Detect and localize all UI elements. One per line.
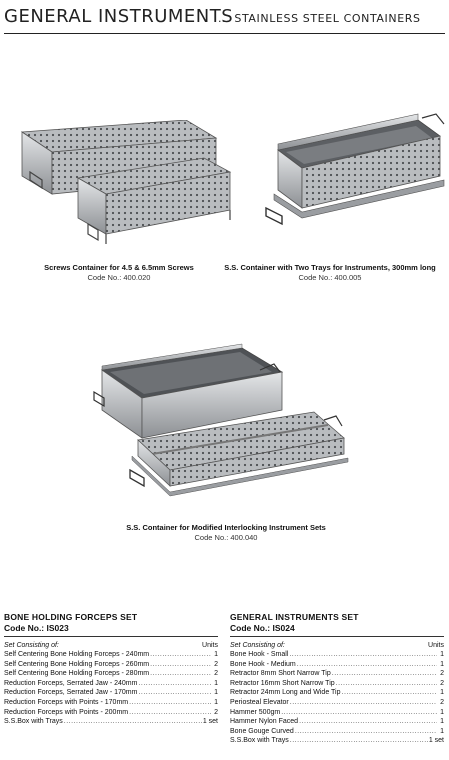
item-qty: 1	[440, 727, 444, 735]
leader-dots	[281, 708, 437, 718]
list-item	[4, 717, 218, 727]
divider	[4, 636, 218, 637]
page-header	[4, 4, 445, 34]
item-qty: 1	[440, 651, 444, 658]
list-item	[230, 698, 444, 708]
set-item-list	[4, 650, 218, 727]
units-label: Units	[202, 642, 218, 649]
leader-dots	[129, 698, 211, 708]
list-item	[4, 708, 218, 718]
leader-dots	[138, 688, 211, 698]
item-name: Self Centering Bone Holding Forceps - 280mm	[4, 670, 150, 678]
item-name: S.S.Box with Trays	[230, 737, 289, 745]
item-qty: 2	[214, 660, 218, 668]
item-name: Reduction Forceps with Points - 170mm	[4, 698, 129, 706]
item-name: Self Centering Bone Holding Forceps - 240mm	[4, 651, 150, 658]
leader-dots	[332, 669, 437, 679]
set-list-header	[230, 642, 444, 649]
page-subtitle: ... STAINLESS STEEL CONTAINERS	[218, 12, 421, 25]
item-qty: 1	[440, 660, 444, 668]
item-qty: 2	[440, 698, 444, 706]
item-name: Hammer 500gm	[230, 708, 281, 716]
instrument-set-bone-holding-forceps	[4, 612, 218, 727]
product-caption-two-tray-container	[212, 263, 448, 283]
item-qty: 1	[440, 718, 444, 726]
item-name: Hammer Nylon Faced	[230, 718, 299, 726]
leader-dots	[129, 708, 211, 718]
list-item	[230, 669, 444, 679]
item-qty: 1	[214, 689, 218, 697]
item-name: Bone Hook - Small	[230, 651, 289, 658]
set-title: GENERAL INSTRUMENTS SET	[230, 612, 359, 622]
item-qty: 2	[214, 708, 218, 716]
item-qty: 2	[440, 670, 444, 678]
set-consisting-label: Set Consisting of:	[4, 642, 59, 649]
item-qty: 1	[214, 698, 218, 706]
leader-dots	[299, 717, 437, 727]
page-title: GENERAL INSTRUMENTS	[4, 6, 234, 27]
list-item	[4, 679, 218, 689]
set-list-header	[4, 642, 218, 649]
units-label: Units	[428, 642, 444, 649]
set-code: Code No.: IS024	[230, 623, 295, 633]
item-name: Bone Hook - Medium	[230, 660, 296, 668]
product-caption-screws-container	[10, 263, 228, 283]
list-item	[4, 650, 218, 660]
leader-dots	[138, 679, 211, 689]
item-name: Periosteal Elevator	[230, 698, 289, 706]
product-name: S.S. Container with Two Trays for Instruments, 300mm long	[224, 263, 436, 272]
list-item	[230, 708, 444, 718]
instrument-set-general-instruments	[230, 612, 444, 746]
item-name: S.S.Box with Trays	[4, 718, 63, 726]
set-code: Code No.: IS023	[4, 623, 69, 633]
item-qty: 2	[214, 670, 218, 678]
list-item	[230, 650, 444, 660]
item-qty: 1 set	[428, 737, 444, 745]
divider	[230, 636, 444, 637]
item-qty: 2	[440, 679, 444, 687]
list-item	[230, 717, 444, 727]
list-item	[230, 679, 444, 689]
list-item	[230, 688, 444, 698]
item-qty: 1	[214, 679, 218, 687]
product-name: S.S. Container for Modified Interlocking Instrument Sets	[126, 523, 326, 532]
item-name: Retractor 8mm Short Narrow Tip	[230, 670, 331, 678]
item-name: Retractor 16mm Short Narrow Tip	[230, 679, 335, 687]
product-photo-interlocking-container	[92, 342, 356, 514]
leader-dots	[289, 650, 437, 660]
item-qty: 1 set	[202, 718, 218, 726]
item-name: Self Centering Bone Holding Forceps - 260mm	[4, 660, 150, 668]
set-item-list	[230, 650, 444, 746]
list-item	[4, 698, 218, 708]
set-title: BONE HOLDING FORCEPS SET	[4, 612, 138, 622]
item-name: Bone Gouge Curved	[230, 727, 294, 735]
item-name: Reduction Forceps with Points - 200mm	[4, 708, 129, 716]
item-name: Retractor 24mm Long and Wide Tip	[230, 689, 341, 697]
item-qty: 1	[214, 651, 218, 658]
item-qty: 1	[440, 689, 444, 697]
product-photo-two-tray-container	[256, 112, 446, 232]
list-item	[230, 736, 444, 746]
product-name: Screws Container for 4.5 & 6.5mm Screws	[44, 263, 194, 272]
product-caption-interlocking-container	[96, 523, 356, 543]
leader-dots	[150, 650, 211, 660]
product-photo-screws-container	[8, 120, 236, 250]
item-name: Reduction Forceps, Serrated Jaw - 240mm	[4, 679, 138, 687]
leader-dots	[290, 698, 437, 708]
leader-dots	[64, 717, 202, 727]
list-item	[230, 727, 444, 737]
product-code: Code No.: 400.005	[298, 273, 362, 282]
list-item	[230, 660, 444, 670]
list-item	[4, 660, 218, 670]
leader-dots	[297, 660, 437, 670]
leader-dots	[150, 660, 211, 670]
leader-dots	[290, 736, 428, 746]
list-item	[4, 688, 218, 698]
product-code: Code No.: 400.020	[87, 273, 151, 282]
item-name: Reduction Forceps, Serrated Jaw - 170mm	[4, 689, 138, 697]
leader-dots	[295, 727, 437, 737]
leader-dots	[336, 679, 437, 689]
set-consisting-label: Set Consisting of:	[230, 642, 285, 649]
product-code: Code No.: 400.040	[194, 533, 258, 542]
list-item	[4, 669, 218, 679]
item-qty: 1	[440, 708, 444, 716]
leader-dots	[342, 688, 438, 698]
leader-dots	[150, 669, 211, 679]
